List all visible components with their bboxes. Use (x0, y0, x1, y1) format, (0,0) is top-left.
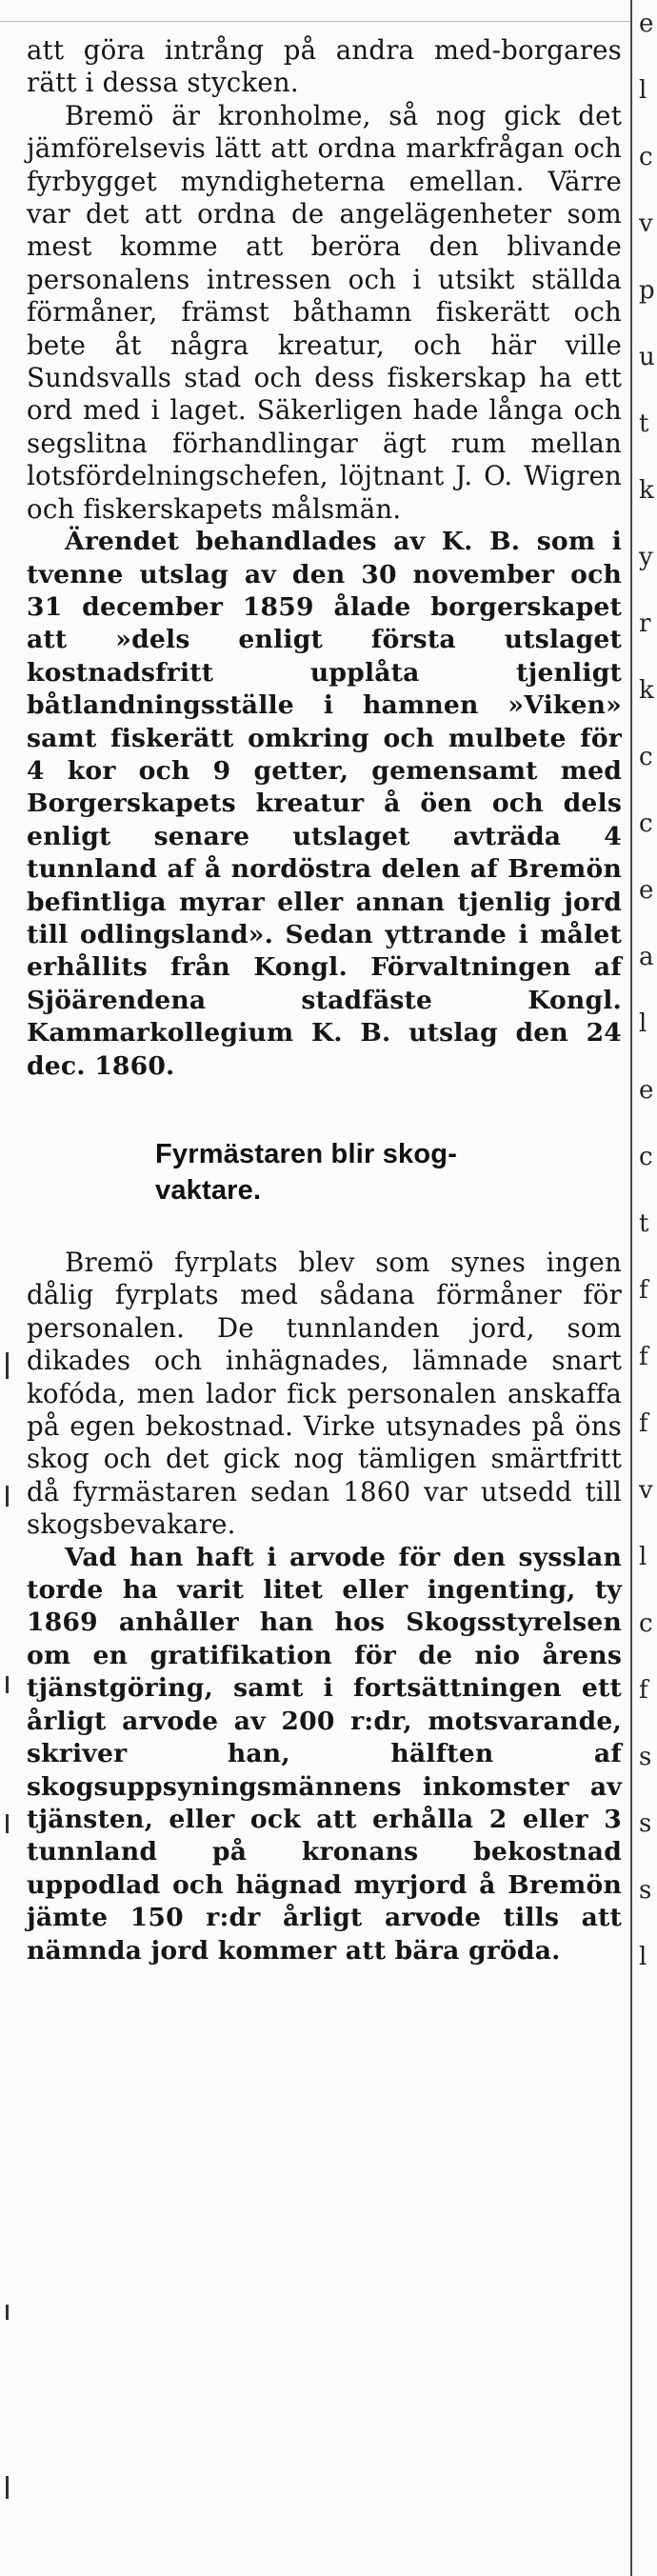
scan-speck (6, 2305, 9, 2320)
scan-speck (6, 2476, 9, 2499)
neighbor-fragment: c (639, 143, 653, 171)
neighbor-fragment: f (639, 1343, 648, 1371)
neighbor-fragment: e (639, 1076, 654, 1105)
neighbor-fragment: r (639, 609, 651, 638)
neighbor-column-fragments (638, 0, 657, 2576)
bold-section (27, 526, 622, 1083)
neighbor-fragment: v (639, 1476, 653, 1505)
scan-speck (6, 1814, 9, 1833)
scan-speck (6, 1676, 9, 1693)
scan-speck (6, 1352, 9, 1379)
neighbor-fragment: l (639, 1943, 647, 1971)
neighbor-fragment: k (639, 476, 654, 505)
paragraph-2: Bremö är kronholme, så nog gick det jämförelsevis lätt att ordna markfrågan och fyrbygget myndigheterna emellan. Värre var det att ordna de angelägenheter som mest komme att beröra den blivande personalens intressen och i utsikt ställda förmåner, främst båthamn fiskerätt och bete åt några kreatur, och här ville Sundsvalls stad och dess fiskerskap ha ett ord med i laget. Säkerligen hade långa och segslitna förhandlingar ägt rum mellan lotsfördelningschefen, löjtnant J. O. Wigren och fiskerskapets målsmän. (27, 99, 622, 525)
neighbor-fragment: c (639, 1143, 653, 1171)
neighbor-fragment: v (639, 210, 653, 238)
paragraph-5: Vad han haft i arvode för den sysslan torde ha varit litet eller ingenting, ty 1869 anhåller han hos Skogsstyrelsen om en gratifikation för de nio årens tjänstgöring, samt i fortsättningen ett årligt arvode av 200 r:dr, motsvarande, skriver han, hälften af skogsuppsyningsmännens inkomster av tjänsten, eller ock att erhålla 2 eller 3 tunnland på kronans bekostnad uppodlad och hägnad myrjord å Bremön jämte 150 r:dr årligt arvode tills att nämnda jord kommer att bära gröda. (27, 1542, 622, 1966)
heading-line-2: vaktare. (155, 1175, 262, 1206)
paragraph-4: Bremö fyrplats blev som synes ingen dålig fyrplats med sådana förmåner för personalen. De tunnlanden jord, som dikades och inhägnades, lämnade snart kofóda, men lador fick personalen anskaffa på egen bekostnad. Virke utsynades på öns skog och det gick nog tämligen smärtfritt då fyrmästaren sedan 1860 var utsedd till skogsbevakare. (27, 1247, 622, 1541)
neighbor-fragment: f (639, 1409, 648, 1438)
neighbor-fragment: c (639, 1609, 653, 1638)
column-rule (630, 0, 632, 2576)
neighbor-fragment: l (639, 1543, 647, 1571)
neighbor-fragment: a (639, 943, 654, 971)
neighbor-fragment: t (639, 1209, 649, 1238)
neighbor-fragment: e (639, 876, 654, 905)
neighbor-fragment: p (639, 276, 655, 305)
neighbor-fragment: t (639, 409, 649, 438)
top-rule (0, 21, 630, 22)
neighbor-fragment: s (639, 1743, 652, 1771)
neighbor-fragment: k (639, 676, 654, 705)
neighbor-fragment: l (639, 1009, 647, 1038)
section-heading (27, 1136, 622, 1208)
neighbor-fragment: f (639, 1276, 648, 1305)
neighbor-fragment: l (639, 76, 647, 105)
paragraph-3: Ärendet behandlades av K. B. som i tvenne utslag av den 30 november och 31 december 1859 ålade borgerskapet att »dels enligt första utslaget kostnadsfritt upplåta tjenligt båtlandningsställe i hamnen »Viken» samt fiskerätt omkring och mulbete för 4 kor och 9 getter, gemensamt med Borgerskapets kreatur å öen och dels enligt senare utslaget avträda 4 tunnland af å nordöstra delen af Bremön befintliga myrar eller annan tjenlig jord till odlingsland». Sedan yttrande i målet erhållits från Kongl. Förvaltningen af Sjöärendena stadfäste Kongl. Kammarkollegium K. B. utslag den 24 dec. 1860. (27, 527, 622, 1081)
neighbor-fragment: f (639, 1676, 648, 1705)
neighbor-fragment: c (639, 743, 653, 771)
neighbor-fragment: c (639, 809, 653, 838)
neighbor-fragment: s (639, 1876, 652, 1905)
neighbor-fragment: u (639, 343, 655, 371)
paragraph-1: att göra intrång på andra med-borgares rätt i dessa stycken. (27, 34, 622, 99)
heading-line-1: Fyrmästaren blir skog- (155, 1139, 458, 1169)
scan-speck (6, 1486, 9, 1507)
bold-section-2 (27, 1542, 622, 1967)
article-column (27, 34, 622, 1967)
neighbor-fragment: s (639, 1809, 652, 1838)
neighbor-fragment: y (639, 543, 653, 571)
neighbor-fragment: e (639, 10, 654, 38)
